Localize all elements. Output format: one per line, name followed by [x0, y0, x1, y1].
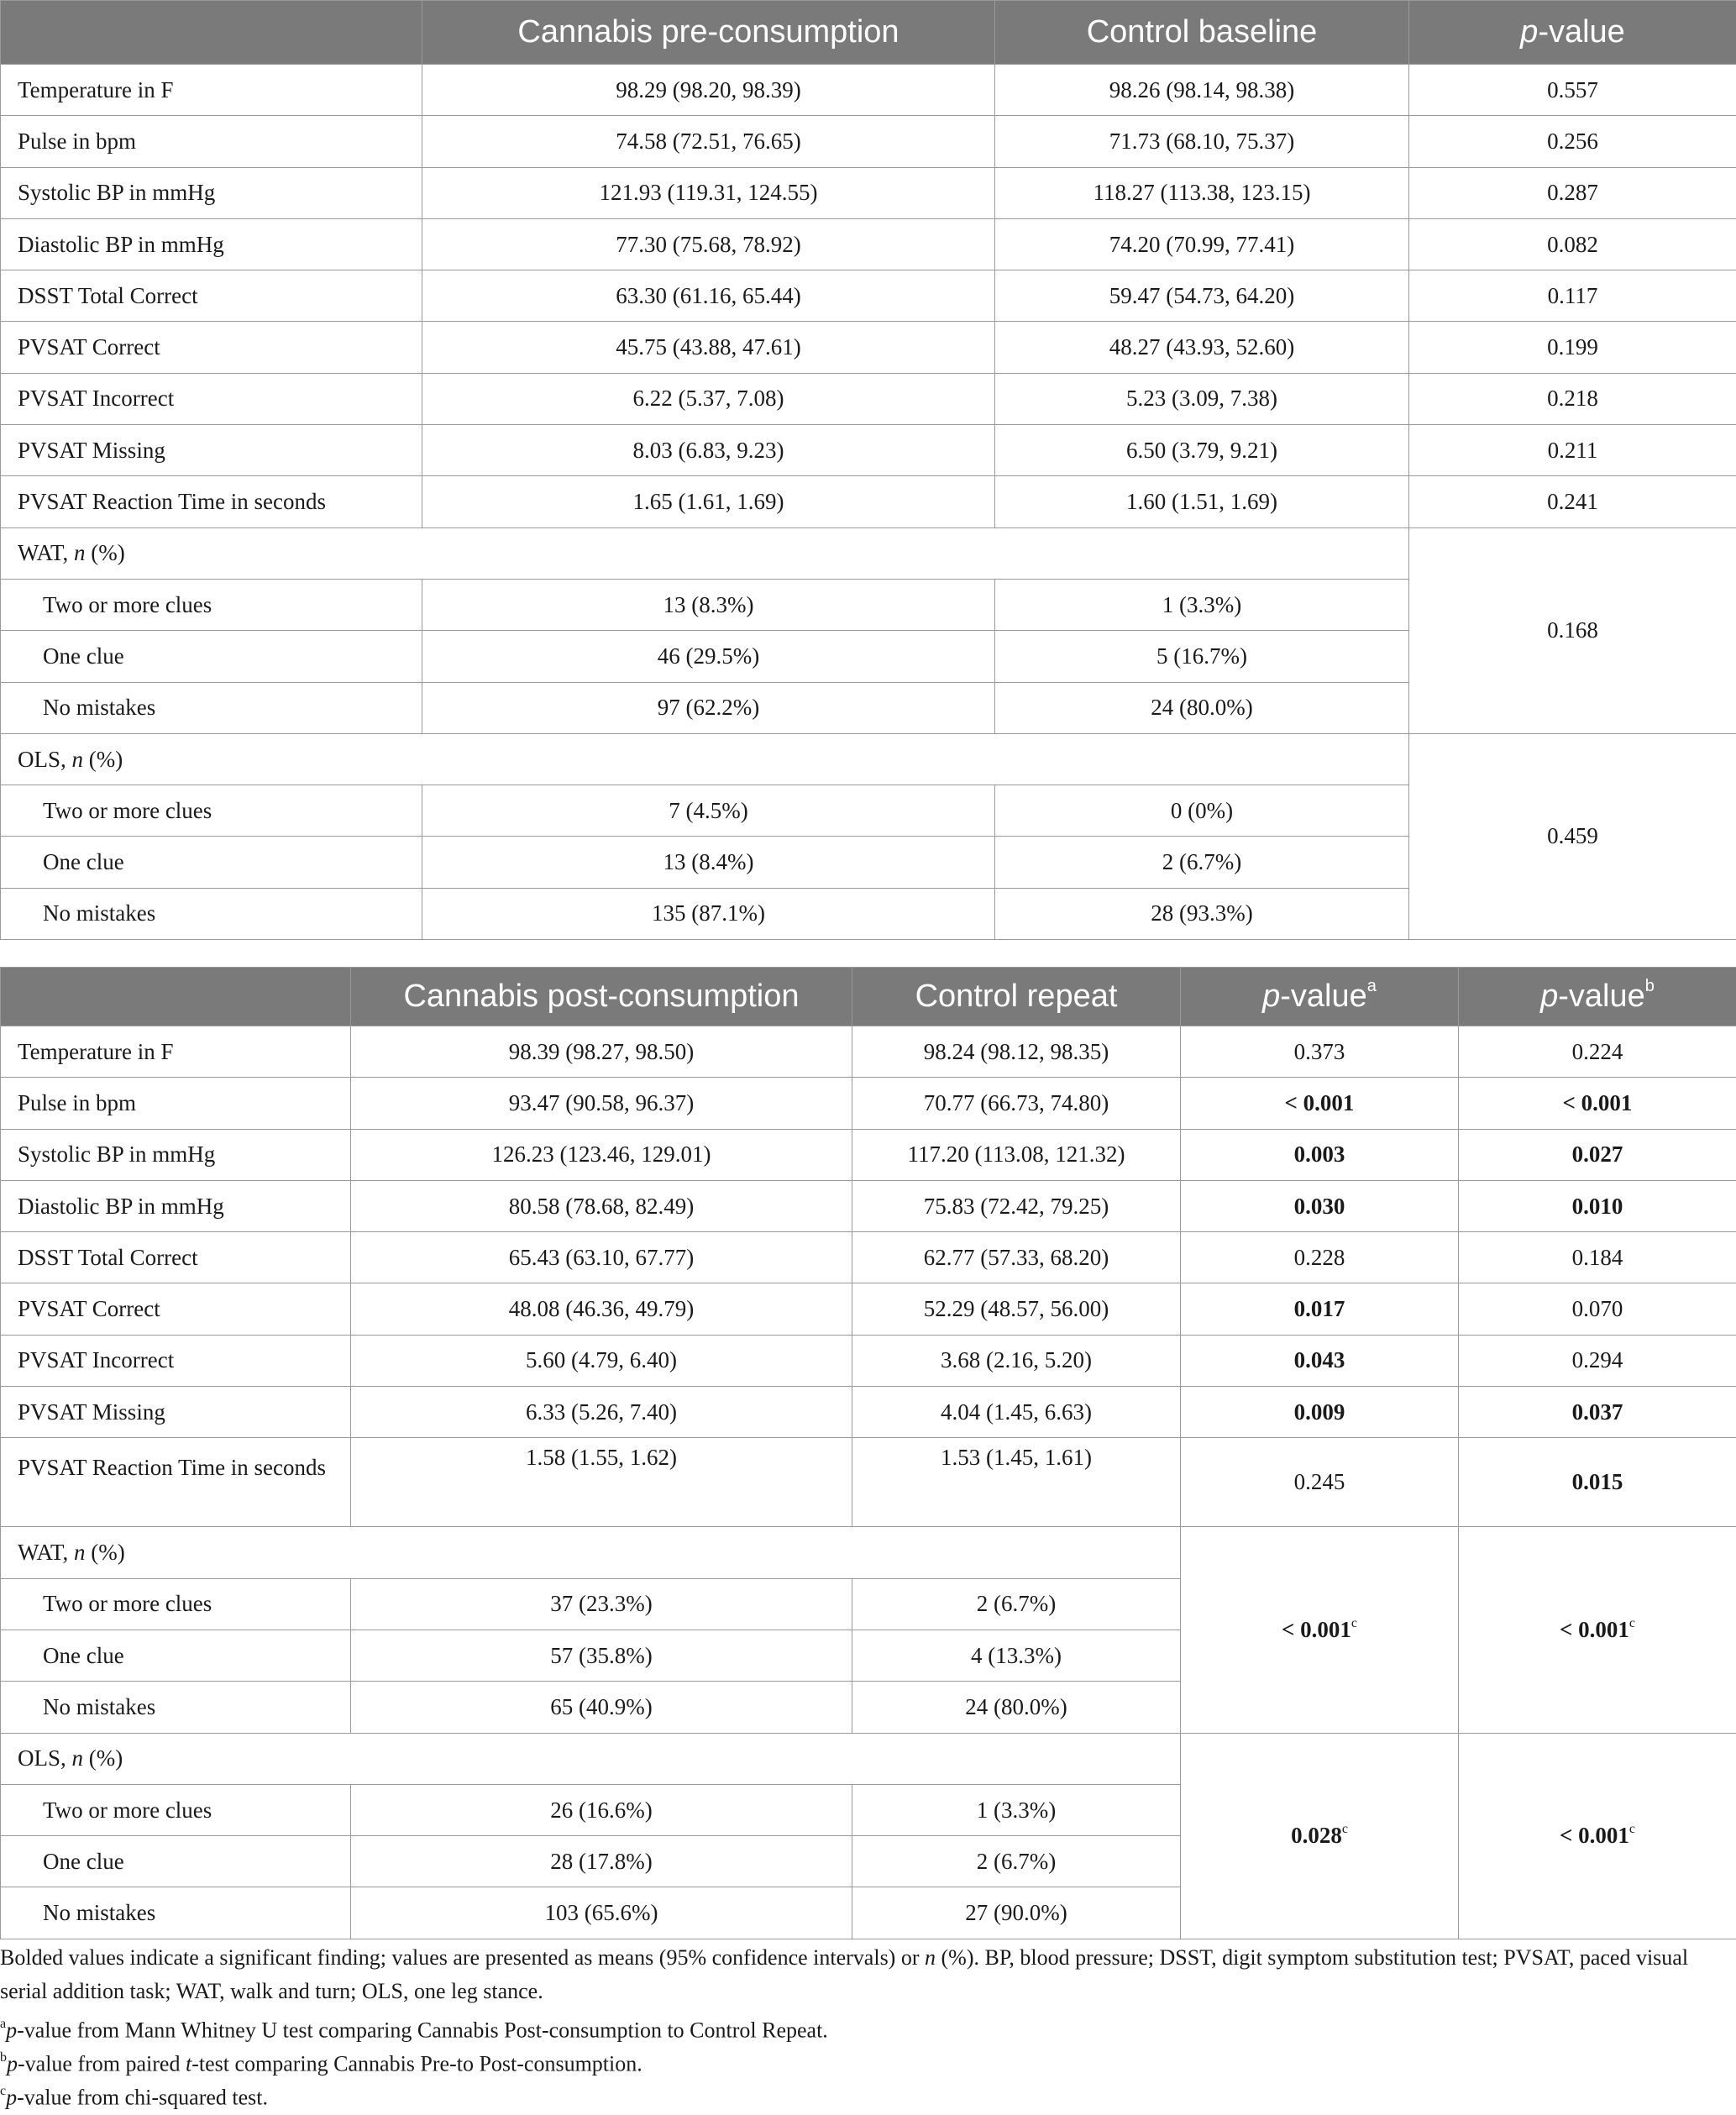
sub-row-label: One clue — [1, 837, 422, 888]
sub-row-label: No mistakes — [1, 682, 422, 733]
cannabis-value: 98.39 (98.27, 98.50) — [351, 1026, 852, 1078]
p-value-b: 0.037 — [1459, 1387, 1736, 1438]
sub-row-label: Two or more clues — [1, 1578, 351, 1630]
cannabis-value: 5.60 (4.79, 6.40) — [351, 1335, 852, 1386]
row-label: PVSAT Reaction Time in seconds — [1, 1438, 351, 1527]
sub-row-label: One clue — [1, 1630, 351, 1681]
p-value-a: 0.030 — [1181, 1180, 1459, 1231]
p-value: 0.211 — [1409, 425, 1736, 476]
cannabis-value: 98.29 (98.20, 98.39) — [422, 65, 995, 116]
table-row — [1, 218, 1736, 270]
group-p-value-a: < 0.001$^c$ — [1181, 1527, 1459, 1733]
row-label: PVSAT Incorrect — [1, 1335, 351, 1386]
cannabis-value: 93.47 (90.58, 96.37) — [351, 1078, 852, 1129]
control-value: 24 (80.0%) — [995, 682, 1409, 733]
table-row — [1, 1129, 1736, 1180]
cannabis-value: 6.22 (5.37, 7.08) — [422, 373, 995, 424]
p-value-a: 0.043 — [1181, 1335, 1459, 1386]
p-value-b: 0.010 — [1459, 1180, 1736, 1231]
cannabis-value: 48.08 (46.36, 49.79) — [351, 1283, 852, 1335]
table-row — [1, 1078, 1736, 1129]
header-p-value-b: p-value$^b$ — [1459, 968, 1736, 1026]
control-value: 0 (0%) — [995, 785, 1409, 837]
group-p-value-b: < 0.001$^c$ — [1459, 1733, 1736, 1939]
control-value: 1.53 (1.45, 1.61) — [852, 1438, 1181, 1527]
table-row — [1, 425, 1736, 476]
table-row — [1, 1283, 1736, 1335]
row-label: PVSAT Correct — [1, 1283, 351, 1335]
cannabis-value: 121.93 (119.31, 124.55) — [422, 167, 995, 218]
header-blank — [1, 968, 351, 1026]
sub-row-label: Two or more clues — [1, 785, 422, 837]
control-value: 28 (93.3%) — [995, 888, 1409, 939]
cannabis-value: 57 (35.8%) — [351, 1630, 852, 1681]
group-p-value: 0.168 — [1409, 527, 1736, 733]
control-value: 48.27 (43.93, 52.60) — [995, 322, 1409, 373]
table-row — [1, 322, 1736, 373]
p-value-a: 0.009 — [1181, 1387, 1459, 1438]
row-label: Diastolic BP in mmHg — [1, 218, 422, 270]
cannabis-value: 1.65 (1.61, 1.69) — [422, 476, 995, 527]
cannabis-value: 37 (23.3%) — [351, 1578, 852, 1630]
control-value: 5 (16.7%) — [995, 631, 1409, 682]
table-row — [1, 1438, 1736, 1527]
cannabis-value: 63.30 (61.16, 65.44) — [422, 270, 995, 322]
sub-row-label: One clue — [1, 1836, 351, 1887]
control-value: 52.29 (48.57, 56.00) — [852, 1283, 1181, 1335]
table-row — [1, 476, 1736, 527]
p-value-b: 0.027 — [1459, 1129, 1736, 1180]
control-value: 1 (3.3%) — [995, 579, 1409, 630]
control-value: 4.04 (1.45, 6.63) — [852, 1387, 1181, 1438]
p-value: 0.256 — [1409, 116, 1736, 167]
group-header-row — [1, 527, 1736, 579]
control-value: 118.27 (113.38, 123.15) — [995, 167, 1409, 218]
cannabis-value: 126.23 (123.46, 129.01) — [351, 1129, 852, 1180]
table-row — [1, 1387, 1736, 1438]
row-label: PVSAT Incorrect — [1, 373, 422, 424]
cannabis-value: 8.03 (6.83, 9.23) — [422, 425, 995, 476]
footnote-b: $^b$p-value from paired t-test comparing Cannabis Pre-to Post-consumption. — [0, 2050, 642, 2076]
cannabis-value: 65.43 (63.10, 67.77) — [351, 1232, 852, 1283]
group-label: OLS, n (%) — [1, 733, 1409, 785]
cannabis-value: 46 (29.5%) — [422, 631, 995, 682]
cannabis-value: 13 (8.3%) — [422, 579, 995, 630]
p-value-b: 0.070 — [1459, 1283, 1736, 1335]
table-row — [1, 1232, 1736, 1283]
table-row — [1, 116, 1736, 167]
control-value: 5.23 (3.09, 7.38) — [995, 373, 1409, 424]
p-value-a: 0.373 — [1181, 1026, 1459, 1078]
sub-row-label: One clue — [1, 631, 422, 682]
p-value: 0.287 — [1409, 167, 1736, 218]
cannabis-value: 77.30 (75.68, 78.92) — [422, 218, 995, 270]
cannabis-value: 135 (87.1%) — [422, 888, 995, 939]
header-p-value: p-value — [1409, 1, 1736, 65]
p-value-b: 0.294 — [1459, 1335, 1736, 1386]
table-row — [1, 1335, 1736, 1386]
row-label: Diastolic BP in mmHg — [1, 1180, 351, 1231]
row-label: PVSAT Missing — [1, 1387, 351, 1438]
control-value: 75.83 (72.42, 79.25) — [852, 1180, 1181, 1231]
sub-row-label: No mistakes — [1, 1887, 351, 1939]
row-label: Temperature in F — [1, 1026, 351, 1078]
table-header-row — [1, 968, 1736, 1026]
control-value: 2 (6.7%) — [852, 1578, 1181, 1630]
sub-row-label: No mistakes — [1, 1682, 351, 1733]
group-label: OLS, n (%) — [1, 1733, 1181, 1784]
p-value: 0.557 — [1409, 65, 1736, 116]
control-value: 62.77 (57.33, 68.20) — [852, 1232, 1181, 1283]
control-value: 3.68 (2.16, 5.20) — [852, 1335, 1181, 1386]
table-row — [1, 1180, 1736, 1231]
control-value: 2 (6.7%) — [995, 837, 1409, 888]
p-value-a: 0.017 — [1181, 1283, 1459, 1335]
control-value: 1 (3.3%) — [852, 1784, 1181, 1835]
table-row — [1, 167, 1736, 218]
header-p-value-a: p-value$^a$ — [1181, 968, 1459, 1026]
cannabis-value: 97 (62.2%) — [422, 682, 995, 733]
group-p-value: 0.459 — [1409, 733, 1736, 939]
header-control-baseline: Control baseline — [995, 1, 1409, 65]
sub-row-label: No mistakes — [1, 888, 422, 939]
cannabis-value: 103 (65.6%) — [351, 1887, 852, 1939]
p-value: 0.199 — [1409, 322, 1736, 373]
cannabis-value: 6.33 (5.26, 7.40) — [351, 1387, 852, 1438]
footnote-a: $^a$p-value from Mann Whitney U test comparing Cannabis Post-consumption to Control Repeat. — [0, 2017, 828, 2043]
cannabis-value: 74.58 (72.51, 76.65) — [422, 116, 995, 167]
group-p-value-a: 0.028$^c$ — [1181, 1733, 1459, 1939]
control-value: 70.77 (66.73, 74.80) — [852, 1078, 1181, 1129]
cannabis-value: 80.58 (78.68, 82.49) — [351, 1180, 852, 1231]
p-value-b: 0.015 — [1459, 1438, 1736, 1527]
group-label: WAT, n (%) — [1, 1527, 1181, 1578]
p-value: 0.082 — [1409, 218, 1736, 270]
control-value: 24 (80.0%) — [852, 1682, 1181, 1733]
cannabis-value: 65 (40.9%) — [351, 1682, 852, 1733]
sub-row-label: Two or more clues — [1, 1784, 351, 1835]
table-pre-consumption — [0, 0, 1736, 940]
header-control-repeat: Control repeat — [852, 968, 1181, 1026]
cannabis-value: 26 (16.6%) — [351, 1784, 852, 1835]
control-value: 59.47 (54.73, 64.20) — [995, 270, 1409, 322]
row-label: Temperature in F — [1, 65, 422, 116]
row-label: DSST Total Correct — [1, 1232, 351, 1283]
control-value: 71.73 (68.10, 75.37) — [995, 116, 1409, 167]
group-p-value-b: < 0.001$^c$ — [1459, 1527, 1736, 1733]
group-label: WAT, n (%) — [1, 527, 1409, 579]
sub-row-label: Two or more clues — [1, 579, 422, 630]
cannabis-value: 28 (17.8%) — [351, 1836, 852, 1887]
p-value: 0.218 — [1409, 373, 1736, 424]
control-value: 27 (90.0%) — [852, 1887, 1181, 1939]
footnote-c: $^c$p-value from chi-squared test. — [0, 2084, 268, 2110]
cannabis-value: 1.58 (1.55, 1.62) — [351, 1438, 852, 1527]
table-header-row — [1, 1, 1736, 65]
group-header-row — [1, 733, 1736, 785]
table-row — [1, 270, 1736, 322]
row-label: PVSAT Correct — [1, 322, 422, 373]
p-value-b: 0.224 — [1459, 1026, 1736, 1078]
group-header-row — [1, 1733, 1736, 1784]
cannabis-value: 13 (8.4%) — [422, 837, 995, 888]
table-post-consumption — [0, 967, 1736, 1939]
cannabis-value: 45.75 (43.88, 47.61) — [422, 322, 995, 373]
control-value: 2 (6.7%) — [852, 1836, 1181, 1887]
row-label: Pulse in bpm — [1, 116, 422, 167]
footnote-main: Bolded values indicate a significant finding; values are presented as means (95% confidence intervals) or n (%). BP, blood pressure; DSST, digit symptom substitution test; PVSAT, paced visual serial addition task; WAT, walk and turn; OLS, one leg stance. — [0, 1945, 1689, 2003]
p-value-b: < 0.001 — [1459, 1078, 1736, 1129]
table-row — [1, 65, 1736, 116]
p-value-a: 0.003 — [1181, 1129, 1459, 1180]
row-label: PVSAT Missing — [1, 425, 422, 476]
control-value: 98.24 (98.12, 98.35) — [852, 1026, 1181, 1078]
control-value: 74.20 (70.99, 77.41) — [995, 218, 1409, 270]
p-value-a: 0.245 — [1181, 1438, 1459, 1527]
header-cannabis-post: Cannabis post-consumption — [351, 968, 852, 1026]
control-value: 6.50 (3.79, 9.21) — [995, 425, 1409, 476]
control-value: 98.26 (98.14, 98.38) — [995, 65, 1409, 116]
row-label: Systolic BP in mmHg — [1, 167, 422, 218]
row-label: PVSAT Reaction Time in seconds — [1, 476, 422, 527]
table-row — [1, 373, 1736, 424]
header-blank — [1, 1, 422, 65]
control-value: 1.60 (1.51, 1.69) — [995, 476, 1409, 527]
p-value: 0.241 — [1409, 476, 1736, 527]
cannabis-value: 7 (4.5%) — [422, 785, 995, 837]
row-label: Pulse in bpm — [1, 1078, 351, 1129]
control-value: 4 (13.3%) — [852, 1630, 1181, 1681]
control-value: 117.20 (113.08, 121.32) — [852, 1129, 1181, 1180]
p-value-b: 0.184 — [1459, 1232, 1736, 1283]
p-value: 0.117 — [1409, 270, 1736, 322]
p-value-a: < 0.001 — [1181, 1078, 1459, 1129]
group-header-row — [1, 1527, 1736, 1578]
p-value-a: 0.228 — [1181, 1232, 1459, 1283]
row-label: Systolic BP in mmHg — [1, 1129, 351, 1180]
table-row — [1, 1026, 1736, 1078]
row-label: DSST Total Correct — [1, 270, 422, 322]
header-cannabis-pre: Cannabis pre-consumption — [422, 1, 995, 65]
